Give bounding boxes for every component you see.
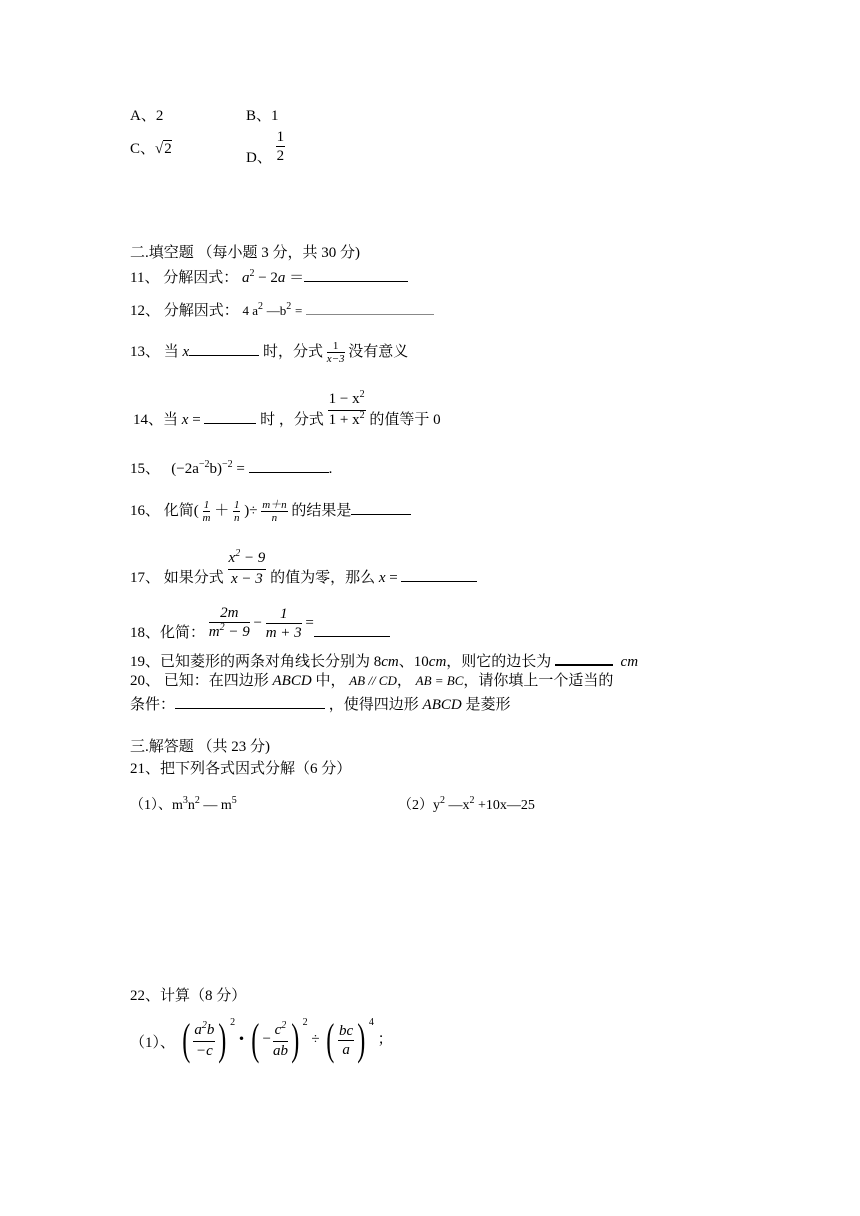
answer-blank[interactable] [314,622,390,637]
answer-blank[interactable] [306,300,434,315]
option-d-fraction: $\frac{1}{2}$ [276,129,285,164]
q18-fraction-2: $\frac{1}{m + 3}$ [265,606,302,641]
question-16: 16、 化简( $\frac{1}{m}$ ＋ $\frac{1}{n}$ )÷ $\frac{m+n}{n}$ 的结果是 [130,499,411,524]
question-20-line-2: 条件： ，使得四边形 ABCD 是菱形 [130,694,510,714]
q14-fraction: $\frac{1 - x^2}{1 + x^2}$ [328,389,365,428]
question-14: 14、当 x = 时 ，分式 $\frac{1 - x^2}{1 + x^2}$ 的值等于 0 [133,390,441,431]
question-15: 15、 $(-2a^{-2}b)^{-2}$ = . [130,459,333,477]
answer-blank[interactable] [175,694,325,709]
question-22-title: 22、计算（8 分） [130,988,247,1004]
answer-blank[interactable] [555,650,613,666]
q22-fraction-2: $\frac{c^2}{ab}$ [272,1019,288,1059]
q18-fraction-1: $\frac{2m}{m^2 - 9}$ [208,605,250,640]
option-c: C、√2 [130,141,172,157]
answer-blank[interactable] [401,567,477,582]
answer-blank[interactable] [249,458,329,473]
question-13: 13、 当 x 时，分式 $\frac{1}{x-3}$ 没有意义 [130,340,409,365]
question-18: 18、化简： $\frac{2m}{m^2 - 9}$ − $\frac{1}{m + 3}$ = [130,604,390,643]
question-21-title: 21、把下列各式因式分解（6 分） [130,761,352,777]
q13-fraction: $\frac{1}{x-3}$ [326,340,345,365]
answer-blank[interactable] [351,500,411,515]
question-19: 19、已知菱形的两条对角线长分别为 8cm、10cm，则它的边长为 cm [130,650,638,671]
q16-fraction-2: $\frac{1}{n}$ [233,499,240,524]
section-title-fill-in: 二.填空题 （每小题 3 分，共 30 分) [130,245,360,261]
question-22-part-1: （1）、 ( $\frac{a^2b}{-c}$ ) $^2$ • ( − $\frac{c^2}{ab}$ ) $^2$ ÷ ( $\frac{bc}{a}$ ) $^4$ ； [130,1015,393,1064]
option-d: D、 $\frac{1}{2}$ [246,129,285,166]
sqrt-symbol: √2 [155,141,172,157]
question-11: 11、 分解因式： $a^2 - 2a$ ＝ [130,267,408,289]
q16-fraction-1: $\frac{1}{m}$ [202,499,211,524]
option-b: B、1 [246,108,279,124]
q17-fraction: $\frac{x^2 - 9}{x - 3}$ [228,548,266,587]
option-a: A、2 [130,108,164,124]
question-20-line-1: 20、 已知：在四边形 ABCD 中， AB // CD， AB = BC，请你填上一个适当的 [130,673,614,689]
question-12: 12、 分解因式： 4 $a^2$ $—b^2$ = [130,300,434,322]
question-17: 17、 如果分式 $\frac{x^2 - 9}{x - 3}$ 的值为零，那么 x = [130,549,477,588]
section-title-solve: 三.解答题 （共 23 分) [130,739,270,755]
q22-fraction-1: $\frac{a^2b}{-c}$ [194,1019,215,1059]
answer-blank[interactable] [189,341,259,356]
q22-fraction-3: $\frac{bc}{a}$ [339,1022,354,1058]
answer-blank[interactable] [304,267,408,282]
q16-fraction-3: $\frac{m+n}{n}$ [262,499,287,524]
answer-blank[interactable] [204,409,256,424]
question-21-part-1: （1）、$m^3n^2$ — $m^5$ [130,795,237,813]
question-21-part-2: $(2)y^2$ $—x^2$ +10x—25 [398,795,535,813]
